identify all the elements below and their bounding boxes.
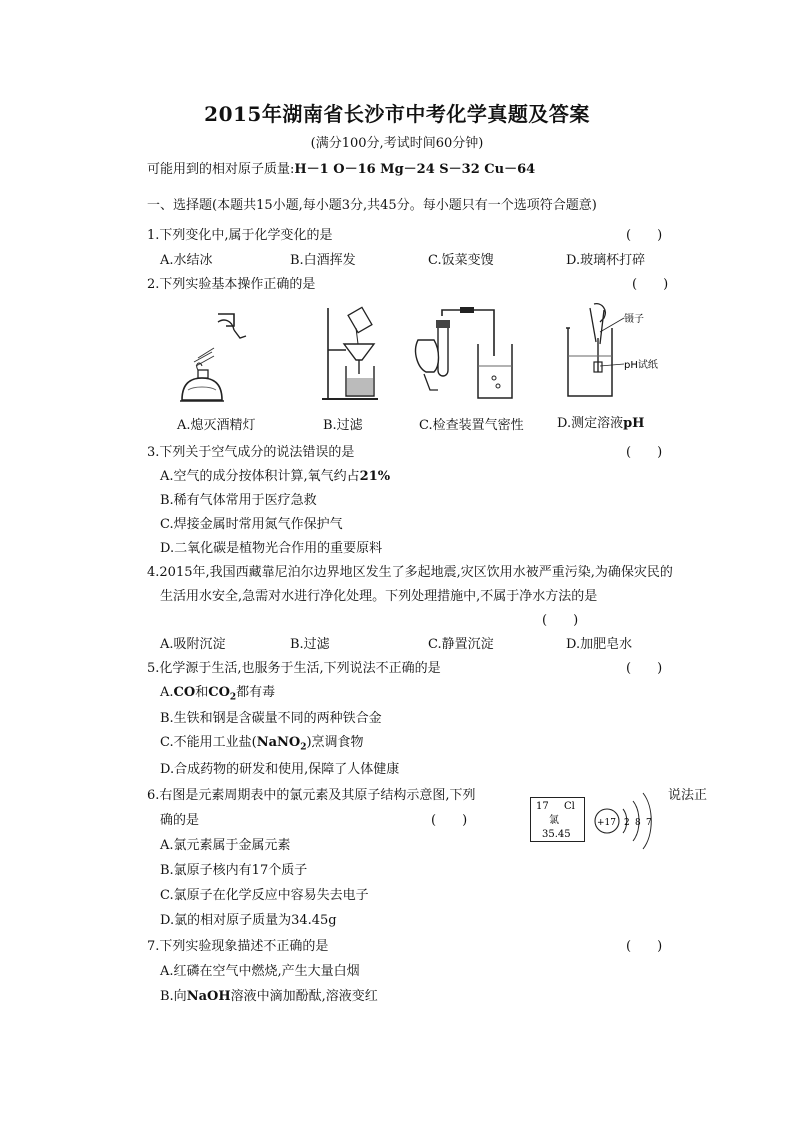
ph-measurement-figure: [560, 302, 670, 414]
q7-stem: 7.下列实验现象描述不正确的是: [147, 939, 329, 954]
q5-stem: 5.化学源于生活,也服务于生活,下列说法不正确的是: [147, 661, 441, 676]
q6-option-d: D.氯的相对原子质量为34.45g: [160, 913, 337, 928]
q2-option-d-ph: pH: [623, 416, 645, 431]
q6-stem: 6.右图是元素周期表中的氯元素及其原子结构示意图,下列: [147, 788, 476, 803]
q1-option-b: B.白酒挥发: [290, 253, 356, 268]
shell-3-electrons: 7: [646, 818, 652, 828]
q1-option-c: C.饭菜变馊: [428, 253, 494, 268]
q5-option-c-tail: )烹调食物: [306, 735, 364, 750]
atomic-mass-label: 可能用到的相对原子质量:: [147, 162, 295, 177]
q4-stem-line1: 4.2015年,我国西藏靠尼泊尔边界地区发生了多起地震,灾区饮用水被严重污染,为确保灾民的: [147, 565, 673, 580]
q3-answer-blank: ( ): [626, 445, 663, 460]
q5-option-c-text: C.不能用工业盐(: [160, 735, 257, 750]
q5-option-d: D.合成药物的研发和使用,保障了人体健康: [160, 762, 400, 777]
q7-answer-blank: ( ): [626, 939, 663, 954]
element-name: 氯: [549, 815, 559, 826]
q4-option-a: A.吸附沉淀: [160, 637, 226, 652]
q7-option-b-text: B.向: [160, 989, 187, 1004]
ph-paper-label: pH试纸: [624, 360, 658, 371]
q5-nano2-sub: 2: [300, 742, 307, 753]
q6-option-a: A.氯元素属于金属元素: [160, 838, 291, 853]
q1-option-a: A.水结冰: [160, 253, 213, 268]
q3-option-d: D.二氧化碳是植物光合作用的重要原料: [160, 541, 383, 556]
atomic-mass-values: H－1 O－16 Mg－24 S－32 Cu－64: [294, 162, 536, 177]
q3-option-b: B.稀有气体常用于医疗急救: [160, 493, 317, 508]
q5-option-a-label: A.: [160, 685, 174, 700]
q4-answer-blank: ( ): [542, 613, 579, 628]
q1-answer-blank: ( ): [626, 228, 663, 243]
q3-stem: 3.下列关于空气成分的说法错误的是: [147, 445, 355, 460]
relative-atomic-mass: 35.45: [542, 829, 571, 840]
q7-naoh: NaOH: [186, 989, 231, 1004]
shell-2-electrons: 8: [635, 818, 641, 828]
q4-option-c: C.静置沉淀: [428, 637, 494, 652]
q6-option-b: B.氯原子核内有17个质子: [160, 863, 308, 878]
q2-option-c: C.检查装置气密性: [419, 418, 524, 433]
q4-stem-line2: 生活用水安全,急需对水进行净化处理。下列处理措施中,不属于净水方法的是: [160, 589, 598, 604]
q1-option-d: D.玻璃杯打碎: [566, 253, 646, 268]
page-title: 2015年湖南省长沙市中考化学真题及答案: [204, 102, 590, 126]
q5-and: 和: [195, 685, 209, 700]
q2-option-a: A.熄灭酒精灯: [177, 418, 256, 433]
chlorine-atom-diagram: [593, 787, 663, 851]
exam-info: (满分100分,考试时间60分钟): [310, 136, 484, 151]
q5-nano2: NaNO: [256, 735, 301, 750]
atomic-mass-line: [147, 158, 535, 177]
q6-stem-tail: 说法正: [668, 788, 708, 803]
q5-option-b: B.生铁和钢是含碳量不同的两种铁合金: [160, 711, 382, 726]
chlorine-element-cell: [530, 797, 586, 843]
section-heading: 一、选择题(本题共15小题,每小题3分,共45分。每小题只有一个选项符合题意): [147, 198, 597, 213]
q2-option-d-text: D.测定溶液: [557, 416, 624, 431]
q7-option-b-tail: 溶液中滴加酚酞,溶液变红: [230, 989, 378, 1004]
q5-answer-blank: ( ): [626, 661, 663, 676]
q3-option-a-text: A.空气的成分按体积计算,氧气约占: [160, 469, 360, 484]
q1-stem: 1.下列变化中,属于化学变化的是: [147, 228, 333, 243]
q3-option-a-value: 21%: [359, 469, 391, 484]
q6-answer-blank: ( ): [431, 813, 468, 828]
nucleus-charge: +17: [597, 818, 616, 828]
shell-1-electrons: 2: [624, 818, 630, 828]
q5-co: CO: [173, 685, 196, 700]
q6-option-c: C.氯原子在化学反应中容易失去电子: [160, 888, 369, 903]
q5-option-a: [160, 681, 275, 703]
airtightness-figure: [412, 306, 522, 410]
tweezers-label: 镊子: [624, 314, 644, 325]
q3-option-a: [160, 465, 390, 484]
q4-option-b: B.过滤: [290, 637, 330, 652]
q5-co2-sub: 2: [229, 692, 237, 703]
q4-option-d: D.加肥皂水: [566, 637, 633, 652]
element-symbol: Cl: [564, 801, 575, 812]
q2-option-d: [557, 412, 644, 431]
q6-stem-line2: 确的是: [160, 813, 200, 828]
alcohol-lamp-figure: [178, 308, 268, 408]
q7-option-a: A.红磷在空气中燃烧,产生大量白烟: [160, 964, 360, 979]
q2-stem: 2.下列实验基本操作正确的是: [147, 277, 316, 292]
q5-option-c: [160, 731, 364, 753]
q5-option-a-tail: 都有毒: [236, 685, 276, 700]
atomic-number: 17: [536, 801, 549, 812]
filtration-figure: [322, 304, 394, 408]
q2-answer-blank: ( ): [632, 277, 669, 292]
q5-co2: CO: [208, 685, 230, 700]
q3-option-c: C.焊接金属时常用氮气作保护气: [160, 517, 343, 532]
q7-option-b: [160, 985, 378, 1004]
q2-option-b: B.过滤: [323, 418, 363, 433]
